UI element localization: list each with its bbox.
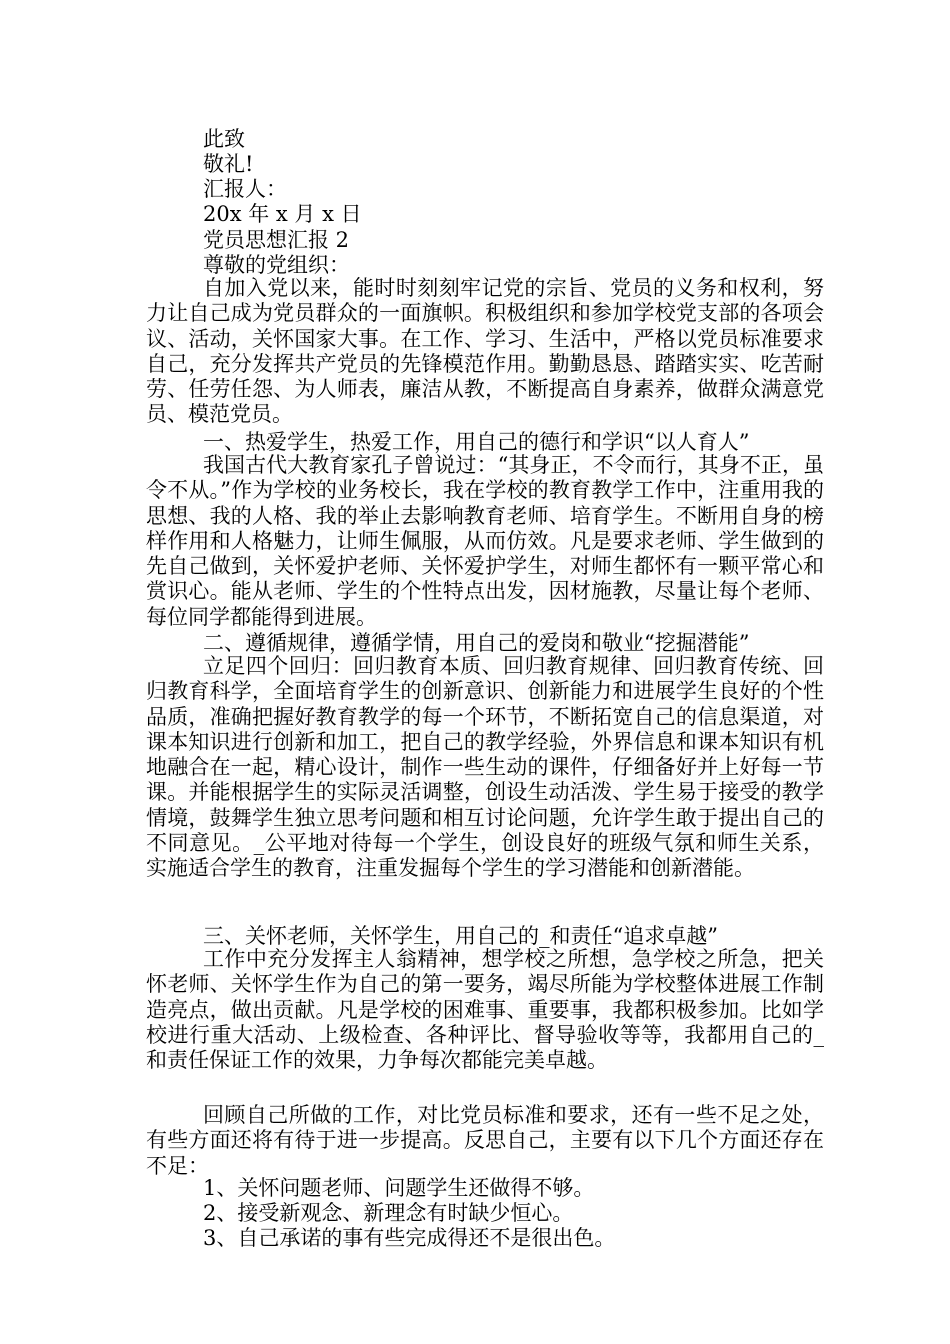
reporter-label: 汇报人： xyxy=(203,177,287,201)
salutation: 尊敬的党组织： xyxy=(203,253,350,277)
reflection-paragraph: 回顾自己所做的工作，对比党员标准和要求，还有一些不足之处，有些方面还将有待于进一步提高。反思自己，主要有以下几个方面还存在不足： xyxy=(146,1103,824,1178)
closing-ci-zhi: 此致 xyxy=(203,127,245,151)
section-3-paragraph: 工作中充分发挥主人翁精神，想学校之所想，急学校之所急，把关怀老师、关怀学生作为自己的第一要务，竭尽所能为学校整体进展工作制造亮点，做出贡献。凡是学校的困难事、重要事，我都积极参加。比如学校进行重大活动、上级检查、各种评比、督导验收等等，我都用自己的_和责任保证工作的效果，力争每次都能完美卓越。 xyxy=(146,947,824,1073)
section-heading-3: 三、关怀老师，关怀学生，用自己的_和责任“追求卓越” xyxy=(203,924,718,948)
report-date: 20x 年 x 月 x 日 xyxy=(203,202,362,226)
shortcoming-item: 2、接受新观念、新理念有时缺少恒心。 xyxy=(203,1201,574,1225)
closing-jing-li: 敬礼! xyxy=(203,152,254,176)
report-title: 党员思想汇报 2 xyxy=(203,228,350,252)
shortcoming-item: 1、关怀问题老师、问题学生还做得不够。 xyxy=(203,1176,595,1200)
shortcoming-item: 3、自己承诺的事有些完成得还不是很出色。 xyxy=(203,1226,616,1250)
section-heading-1: 一、热爱学生，热爱工作，用自己的德行和学识“以人育人” xyxy=(203,430,750,454)
section-2-paragraph: 立足四个回归：回归教育本质、回归教育规律、回归教育传统、回归教育科学，全面培育学生的创新意识、创新能力和进展学生良好的个性品质，准确把握好教育教学的每一个环节，不断拓宽自己的信息渠道，对课本知识进行创新和加工，把自己的教学经验，外界信息和课本知识有机地融合在一起，精心设计，制作一些生动的课件，仔细备好并上好每一节课。并能根据学生的实际灵活调整，创设生动活泼、学生易于接受的教学情境，鼓舞学生独立思考问题和相互讨论问题，允许学生敢于提出自己的不同意见。_公平地对待每一个学生，创设良好的班级气氛和师生关系，实施适合学生的教育，注重发掘每个学生的学习潜能和创新潜能。 xyxy=(146,654,824,881)
section-1-paragraph: 我国古代大教育家孔子曾说过：“其身正，不令而行，其身不正，虽令不从。”作为学校的业务校长，我在学校的教育教学工作中，注重用我的思想、我的人格、我的举止去影响教育老师、培育学生。不断用自身的榜样作用和人格魅力，让师生佩服，从而仿效。凡是要求老师、学生做到的先自己做到，关怀爱护老师、关怀爱护学生，对师生都怀有一颗平常心和赏识心。能从老师、学生的个性特点出发，因材施教，尽量让每个老师、每位同学都能得到进展。 xyxy=(146,453,824,629)
section-heading-2: 二、遵循规律，遵循学情，用自己的爱岗和敬业“挖掘潜能” xyxy=(203,631,750,655)
intro-paragraph: 自加入党以来，能时时刻刻牢记党的宗旨、党员的义务和权利，努力让自己成为党员群众的一面旗帜。积极组织和参加学校党支部的各项会议、活动，关怀国家大事。在工作、学习、生活中，严格以党员标准要求自己，充分发挥共产党员的先锋模范作用。勤勤恳恳、踏踏实实、吃苦耐劳、任劳任怨、为人师表，廉洁从教，不断提高自身素养，做群众满意党员、模范党员。 xyxy=(146,276,824,427)
